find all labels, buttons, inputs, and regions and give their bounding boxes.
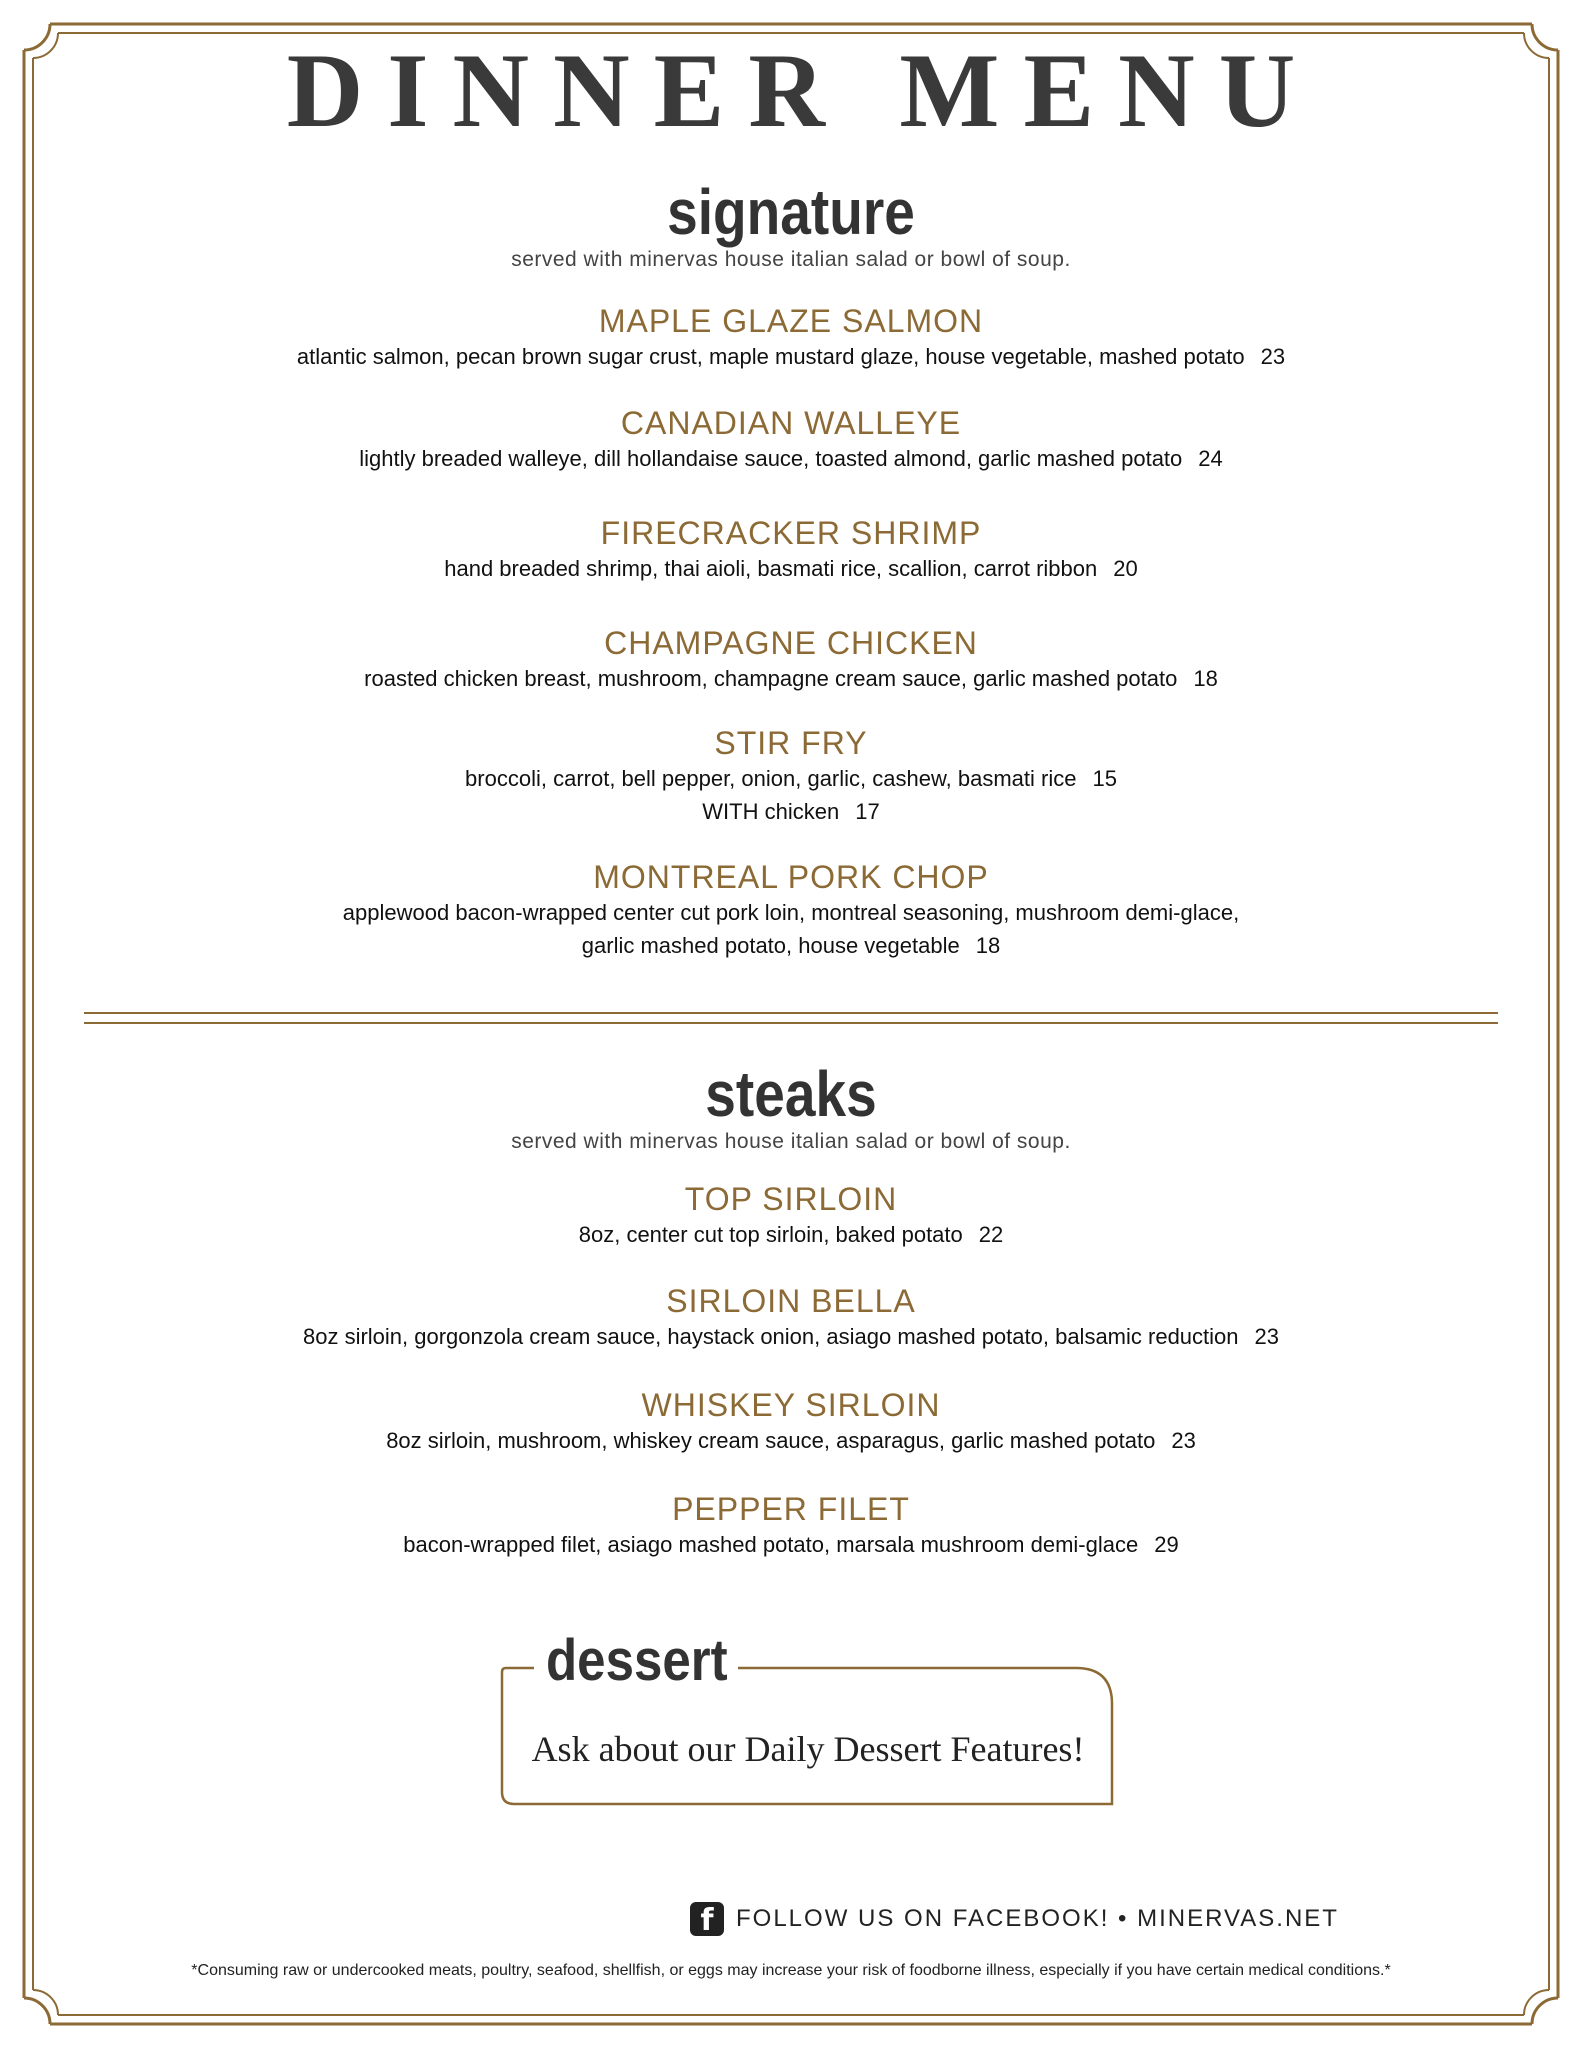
item-desc-text: broccoli, carrot, bell pepper, onion, garlic, cashew, basmati rice (465, 766, 1077, 791)
item-desc-text: applewood bacon-wrapped center cut pork loin, montreal seasoning, mushroom demi-glace, (342, 900, 1240, 925)
social-text[interactable]: FOLLOW US ON FACEBOOK! • MINERVAS.NET (736, 1905, 1339, 1932)
item-description (0, 662, 1582, 695)
item-name: SIRLOIN BELLA (666, 1283, 916, 1319)
item-price: 23 (1254, 1324, 1279, 1349)
item-name: TOP SIRLOIN (684, 1181, 898, 1217)
menu-item-firecracker-shrimp (0, 514, 1582, 585)
menu-item-canadian-walleye (0, 404, 1582, 475)
menu-item-top-sirloin (0, 1180, 1582, 1251)
item-description (0, 1320, 1582, 1353)
item-desc-text: 8oz sirloin, mushroom, whiskey cream sauce, asparagus, garlic mashed potato (386, 1428, 1156, 1453)
item-description (0, 442, 1582, 475)
page-title: DINNER MENU (286, 32, 1320, 149)
section-title-signature: signature (667, 176, 915, 248)
section-divider (84, 1012, 1498, 1014)
facebook-icon[interactable]: f (690, 1902, 724, 1936)
item-name: MAPLE GLAZE SALMON (598, 303, 984, 339)
item-price: 20 (1113, 556, 1138, 581)
item-name: STIR FRY (714, 725, 868, 761)
item-description (0, 929, 1582, 962)
item-description (0, 1528, 1582, 1561)
item-desc-text: lightly breaded walleye, dill hollandaise sauce, toasted almond, garlic mashed potato (359, 446, 1183, 471)
item-description (0, 795, 1582, 828)
item-price: 15 (1092, 766, 1117, 791)
menu-item-stir-fry (0, 724, 1582, 828)
section-note-steaks: served with minervas house italian salad or bowl of soup. (511, 1130, 1071, 1153)
menu-item-pepper-filet (0, 1490, 1582, 1561)
menu-item-whiskey-sirloin (0, 1386, 1582, 1457)
item-description (0, 340, 1582, 373)
item-desc-text: atlantic salmon, pecan brown sugar crust, maple mustard glaze, house vegetable, mashed potato (296, 344, 1245, 369)
item-description (0, 1424, 1582, 1457)
menu-item-sirloin-bella (0, 1282, 1582, 1353)
section-divider (84, 1022, 1498, 1024)
item-price: 18 (975, 933, 1001, 958)
item-name: WHISKEY SIRLOIN (641, 1387, 941, 1423)
dessert-note: Ask about our Daily Dessert Features! (531, 1729, 1085, 1769)
menu-item-maple-glaze-salmon (0, 302, 1582, 373)
item-desc-text: garlic mashed potato, house vegetable (581, 933, 960, 958)
item-price: 23 (1171, 1428, 1196, 1453)
dessert-title: dessert (546, 1628, 728, 1693)
item-price: 24 (1198, 446, 1223, 471)
item-price: 29 (1154, 1532, 1179, 1557)
item-price: 18 (1193, 666, 1218, 691)
item-name: FIRECRACKER SHRIMP (600, 515, 982, 551)
item-description (0, 552, 1582, 585)
item-desc-text: bacon-wrapped filet, asiago mashed potato, marsala mushroom demi-glace (403, 1532, 1139, 1557)
item-price: 17 (855, 799, 880, 824)
menu-item-champagne-chicken (0, 624, 1582, 695)
item-desc-text: 8oz, center cut top sirloin, baked potato (578, 1222, 963, 1247)
section-note-signature: served with minervas house italian salad or bowl of soup. (511, 248, 1071, 271)
item-desc-text: roasted chicken breast, mushroom, champagne cream sauce, garlic mashed potato (364, 666, 1178, 691)
item-description (0, 1218, 1582, 1251)
item-desc-text: hand breaded shrimp, thai aioli, basmati rice, scallion, carrot ribbon (444, 556, 1098, 581)
food-safety-disclaimer: *Consuming raw or undercooked meats, poultry, seafood, shellfish, or eggs may increase your risk of foodborne illness, especially if you have certain medical conditions.* (191, 1962, 1391, 1979)
item-description (0, 896, 1582, 929)
item-desc-text: 8oz sirloin, gorgonzola cream sauce, haystack onion, asiago mashed potato, balsamic reduction (302, 1324, 1239, 1349)
item-name: CANADIAN WALLEYE (620, 405, 962, 441)
menu-item-montreal-pork-chop (0, 858, 1582, 962)
item-price: 23 (1260, 344, 1286, 369)
item-description (0, 762, 1582, 795)
item-price: 22 (978, 1222, 1004, 1247)
social-links[interactable] (690, 1902, 1339, 1936)
item-name: CHAMPAGNE CHICKEN (604, 625, 978, 661)
item-name: MONTREAL PORK CHOP (593, 859, 989, 895)
section-title-steaks: steaks (705, 1058, 877, 1130)
item-name: PEPPER FILET (672, 1491, 910, 1527)
item-desc-text: WITH chicken (702, 799, 840, 824)
